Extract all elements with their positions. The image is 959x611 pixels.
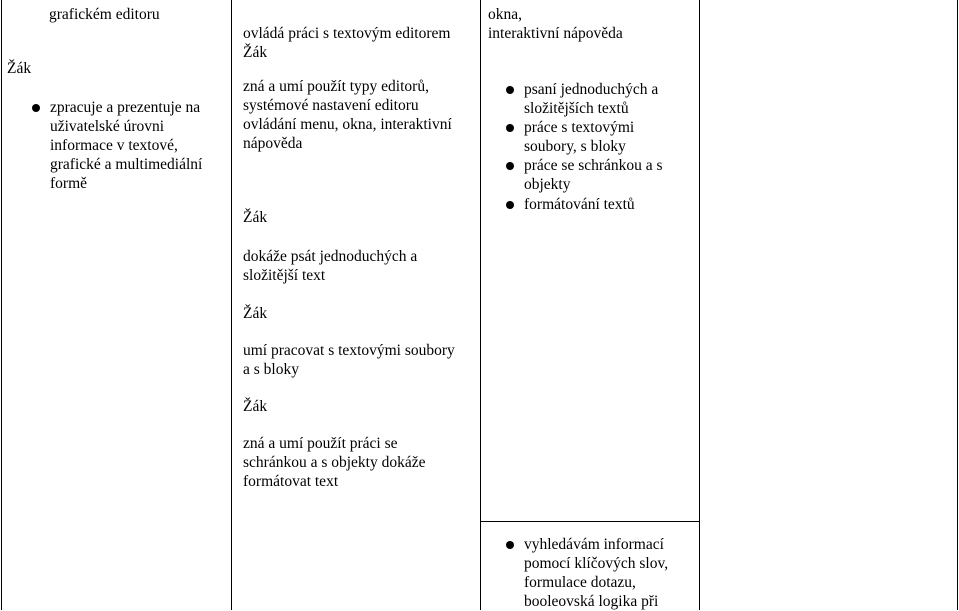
col2-zak-label: Žák	[243, 44, 268, 61]
col2-line: dokáže psát jednoduchých a	[243, 248, 418, 265]
col3-item-line: soubory, s bloky	[524, 138, 626, 155]
col3-item-line: formátování textů	[524, 196, 635, 213]
col1-bullet	[32, 104, 40, 112]
col3-bottom-line: pomocí klíčových slov,	[524, 555, 669, 572]
col2-zak-label: Žák	[243, 305, 268, 322]
col3-bottom-line: vyhledávám informací	[524, 536, 664, 553]
col3-item-line: práce se schránkou a s	[524, 157, 663, 174]
col3-item-line: psaní jednoduchých a	[524, 81, 659, 98]
col1-zak-label: Žák	[7, 60, 32, 77]
col2-line: systémové nastavení editoru	[243, 97, 419, 114]
column-divider-2	[480, 0, 481, 610]
col2-line: umí pracovat s textovými soubory	[243, 342, 455, 359]
col3-bullet	[506, 124, 514, 132]
col2-line: schránkou a s objekty dokáže	[243, 454, 426, 471]
column-divider-3	[699, 0, 700, 610]
col1-top-text: grafickém editoru	[49, 6, 160, 23]
col1-bullet-line: uživatelské úrovni	[50, 118, 165, 135]
col2-line: a s bloky	[243, 361, 299, 378]
col2-line: zná a umí použít práci se	[243, 435, 398, 452]
col3-bottom-line: booleovská logika při	[524, 593, 659, 610]
col3-item-line: složitějších textů	[524, 100, 629, 117]
col2-line: ovládání menu, okna, interaktivní	[243, 116, 452, 133]
row-divider	[480, 521, 700, 522]
col2-line: složitější text	[243, 267, 326, 284]
col1-bullet-line: zpracuje a prezentuje na	[50, 99, 201, 116]
col2-line: nápověda	[243, 135, 303, 152]
table-border-right	[957, 0, 958, 610]
col3-bullet	[506, 541, 514, 549]
col3-item-line: objekty	[524, 176, 571, 193]
col1-bullet-line: grafické a multimediální	[50, 156, 203, 173]
table-border-left	[1, 0, 2, 610]
col3-top-line: interaktivní nápověda	[488, 25, 623, 42]
col3-bullet	[506, 162, 514, 170]
col1-bullet-line: informace v textové,	[50, 137, 178, 154]
col3-bullet	[506, 86, 514, 94]
col2-zak-label: Žák	[243, 398, 268, 415]
col2-line: ovládá práci s textovým editorem	[243, 25, 451, 42]
col3-bottom-line: formulace dotazu,	[524, 574, 636, 591]
col1-bullet-line: formě	[50, 175, 88, 192]
col3-top-line: okna,	[488, 6, 523, 23]
col2-line: zná a umí použít typy editorů,	[243, 78, 429, 95]
column-divider-1	[231, 0, 232, 610]
col3-item-line: práce s textovými	[524, 119, 635, 136]
col2-line: formátovat text	[243, 473, 339, 490]
col2-zak-label: Žák	[243, 209, 268, 226]
col3-bullet	[506, 201, 514, 209]
